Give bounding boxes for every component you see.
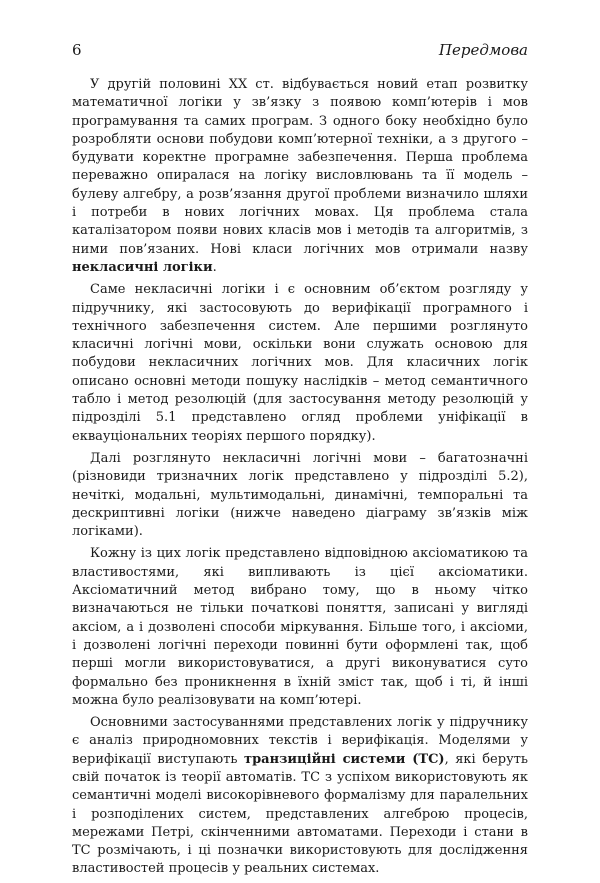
term-transition-systems: транзиційні системи (ТС) [244,751,445,767]
paragraph-5 [72,714,528,879]
paragraph-3 [72,450,528,541]
paragraph-1 [72,76,528,277]
term-nonclassical-logics: некласичні логіки [72,259,213,275]
body-text [72,76,528,883]
paragraph-2-text: Саме некласичні логіки і є основним об’єктом розгляду у підручнику, які застосовують до верифікації програмного і технічного забезпечення систем. Але першими розглянуто класичні логічні мови, оскільки вони служать основою для побудови некласичних логічних мов. Для класичних логік описано основні методи пошуку наслідків – метод семантичного табло і метод резолюцій (для застосування методу резолюцій у підрозділі 5.1 представлено огляд проблеми уніфікації в еквауціональних теоріях першого порядку). [72,282,528,444]
page-header [72,41,528,59]
running-title: Передмова [438,41,528,59]
paragraph-5-text-b: , які беруть свій початок із теорії автоматів. ТС з успіхом використовують як семантичні моделі високорівневого формалізму для паралельних і розподілених систем, представлених алгеброю процесів, мережами Петрі, скінченними автоматами. Переходи і стани в ТС розмічають, і ці позначки використовують для дослідження властивостей процесів у реальних системах. [72,751,528,877]
paragraph-3-text: Далі розглянуто некласичні логічні мови – багатозначні (різновиди тризначних логік представлено у підрозділі 5.2), нечіткі, модальні, мультимодальні, динамічні, темпоральні та дескриптивні логіки (нижче наведено діаграму зв’язків між логіками). [72,450,528,540]
paragraph-4 [72,545,528,710]
page-number: 6 [72,41,82,59]
paragraph-4-text: Кожну із цих логік представлено відповідною аксіоматикою та властивостями, які випливають із цієї аксіоматики. Аксіоматичний метод вибрано тому, що в ньому чітко визначаються не тільки початкові поняття, записані у вигляді аксіом, а і дозволені способи міркування. Більше того, і аксіоми, і дозволені логічні переходи повинні бути оформлені так, щоб перші могли використовуватися, а другі виконуватися суто формально без проникнення в їхній зміст так, щоб і ті, й інші можна було реалізовувати на комп’ютері. [72,546,528,708]
paragraph-1-text-a: У другій половині XX ст. відбувається новий етап розвитку математичної логіки у зв’язку з появою комп’ютерів і мов програмування та самих програм. З одного боку необхідно було розробляти основи побудови комп’ютерної техніки, а з другого – будувати коректне програмне забезпечення. Перша проблема переважно опиралася на логіку висловлювань та її модель – булеву алгебру, а розв’язання другої проблеми визначило шляхи і потреби в нових логічних мовах. Ця проблема стала каталізатором появи нових класів мов і методів та алгоритмів, з ними пов’язаних. Нові класи логічних мов отримали назву [72,77,528,257]
paragraph-1-text-b: . [212,259,217,275]
paragraph-2 [72,281,528,446]
paragraph-5-text-a: Основними застосуваннями представлених логік у підручнику є аналіз природномовних текстів і верифікація. Моделями у верифікації виступають [72,715,528,767]
